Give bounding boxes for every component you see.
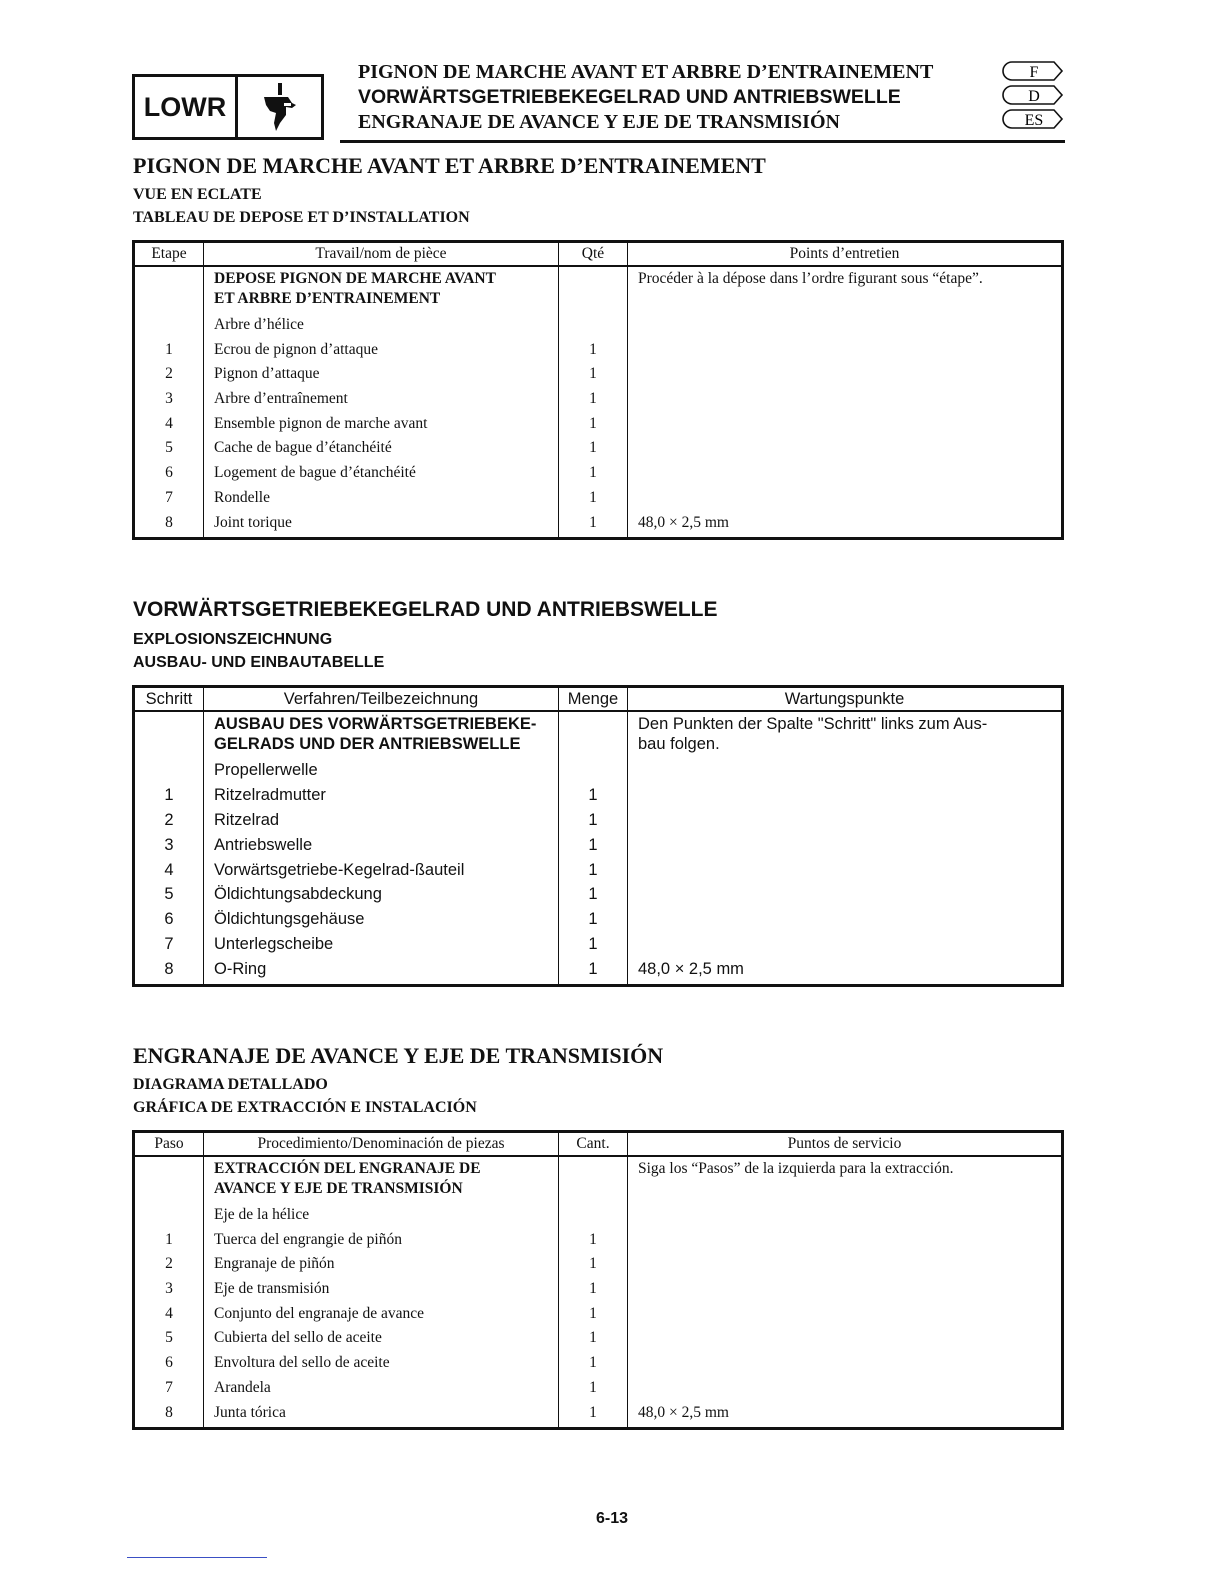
column-header: Schritt xyxy=(134,687,204,712)
table-row xyxy=(134,711,1063,760)
lang-badge-es xyxy=(1000,108,1064,130)
table-row: 6 Öldichtungsgehäuse 1 xyxy=(134,909,1063,934)
table-row: 5 Öldichtungsabdeckung 1 xyxy=(134,884,1063,909)
pre-item: Arbre d’hélice xyxy=(204,315,559,340)
table-row: 5 Cache de bague d’étanchéité 1 xyxy=(134,438,1063,463)
header-title-es: ENGRANAJE DE AVANCE Y EJE DE TRANSMISIÓN xyxy=(358,111,840,133)
header-titles xyxy=(358,60,998,135)
table-row xyxy=(134,1156,1063,1205)
parts-table-es xyxy=(132,1130,1064,1430)
table-row: 2 Ritzelrad 1 xyxy=(134,810,1063,835)
table-row: 5 Cubierta del sello de aceite 1 xyxy=(134,1328,1063,1353)
column-header: Wartungspunkte xyxy=(628,687,1063,712)
header-title-fr: PIGNON DE MARCHE AVANT ET ARBRE D’ENTRAINEMENT xyxy=(358,61,934,83)
section-sub2-de: AUSBAU- UND EINBAUTABELLE xyxy=(133,654,385,671)
table-row: 1 Ritzelradmutter 1 xyxy=(134,785,1063,810)
column-header: Cant. xyxy=(559,1132,628,1157)
section-title-fr: PIGNON DE MARCHE AVANT ET ARBRE D’ENTRAINEMENT xyxy=(133,153,766,178)
table-row: 8 O-Ring 1 48,0 × 2,5 mm xyxy=(134,959,1063,985)
section-title-es: ENGRANAJE DE AVANCE Y EJE DE TRANSMISIÓN xyxy=(133,1043,664,1068)
column-header: Verfahren/Teilbezeichnung xyxy=(204,687,559,712)
procedure-note: Procéder à la dépose dans l’ordre figurant sous “étape”. xyxy=(628,266,1063,315)
column-header: Qté xyxy=(559,242,628,267)
section-code: LOWR xyxy=(135,77,238,137)
column-header: Puntos de servicio xyxy=(628,1132,1063,1157)
procedure-heading: ET ARBRE D’ENTRAINEMENT xyxy=(214,290,441,307)
procedure-heading: EXTRACCIÓN DEL ENGRANAJE DE xyxy=(214,1160,481,1177)
table-row: 2 Engranaje de piñón 1 xyxy=(134,1254,1063,1279)
table-row xyxy=(134,315,1063,340)
section-sub1-fr: VUE EN ECLATE xyxy=(133,186,262,203)
header-divider xyxy=(340,140,1065,143)
section-title-de: VORWÄRTSGETRIEBEKEGELRAD UND ANTRIEBSWELLE xyxy=(133,598,718,621)
table-row xyxy=(134,266,1063,315)
table-row: 7 Arandela 1 xyxy=(134,1378,1063,1403)
table-row xyxy=(134,1205,1063,1230)
section-sub2-es: GRÁFICA DE EXTRACCIÓN E INSTALACIÓN xyxy=(133,1099,477,1116)
parts-table-de xyxy=(132,685,1064,987)
section-sub1-es: DIAGRAMA DETALLADO xyxy=(133,1076,328,1093)
column-header: Etape xyxy=(134,242,204,267)
column-header: Points d’entretien xyxy=(628,242,1063,267)
table-row: 1 Tuerca del engrangie de piñón 1 xyxy=(134,1230,1063,1255)
procedure-note: bau folgen. xyxy=(638,735,720,753)
table-row: 3 Antriebswelle 1 xyxy=(134,835,1063,860)
column-header: Menge xyxy=(559,687,628,712)
svg-text:D: D xyxy=(1028,88,1040,105)
pre-item: Propellerwelle xyxy=(204,760,559,785)
table-row: 1 Ecrou de pignon d’attaque 1 xyxy=(134,340,1063,365)
procedure-heading: DEPOSE PIGNON DE MARCHE AVANT xyxy=(214,270,496,287)
lang-badge-d xyxy=(1000,84,1064,106)
header-title-de: VORWÄRTSGETRIEBEKEGELRAD UND ANTRIEBSWELLE xyxy=(358,86,901,108)
section-sub1-de: EXPLOSIONSZEICHNUNG xyxy=(133,631,333,648)
column-header: Procedimiento/Denominación de piezas xyxy=(204,1132,559,1157)
lang-badge-f xyxy=(1000,60,1064,82)
procedure-heading: AUSBAU DES VORWÄRTSGETRIEBEKE- xyxy=(214,715,537,733)
table-row: 8 Joint torique 1 48,0 × 2,5 mm xyxy=(134,513,1063,539)
table-row xyxy=(134,760,1063,785)
procedure-heading: AVANCE Y EJE DE TRANSMISIÓN xyxy=(214,1180,463,1197)
table-row: 8 Junta tórica 1 48,0 × 2,5 mm xyxy=(134,1403,1063,1429)
procedure-note: Siga los “Pasos” de la izquierda para la extracción. xyxy=(628,1156,1063,1205)
column-header: Travail/nom de pièce xyxy=(204,242,559,267)
section-sub2-fr: TABLEAU DE DEPOSE ET D’INSTALLATION xyxy=(133,209,470,226)
table-row: 3 Arbre d’entraînement 1 xyxy=(134,389,1063,414)
column-header: Paso xyxy=(134,1132,204,1157)
table-row: 6 Envoltura del sello de aceite 1 xyxy=(134,1353,1063,1378)
propeller-hand-icon xyxy=(238,77,321,137)
svg-text:F: F xyxy=(1029,64,1039,81)
table-row: 4 Vorwärtsgetriebe-Kegelrad-ßauteil 1 xyxy=(134,860,1063,885)
table-row: 7 Rondelle 1 xyxy=(134,488,1063,513)
pre-item: Eje de la hélice xyxy=(204,1205,559,1230)
page-number: 6-13 xyxy=(595,1510,629,1527)
language-badges xyxy=(1000,60,1065,132)
table-row: 7 Unterlegscheibe 1 xyxy=(134,934,1063,959)
table-row: 4 Conjunto del engranaje de avance 1 xyxy=(134,1304,1063,1329)
footer-line xyxy=(127,1557,267,1558)
parts-table-fr xyxy=(132,240,1064,540)
table-row: 6 Logement de bague d’étanchéité 1 xyxy=(134,463,1063,488)
table-row: 4 Ensemble pignon de marche avant 1 xyxy=(134,414,1063,439)
section-tag xyxy=(132,74,324,140)
procedure-note: Den Punkten der Spalte "Schritt" links zum Aus- xyxy=(638,715,988,733)
procedure-heading: GELRADS UND DER ANTRIEBSWELLE xyxy=(214,735,521,753)
table-row: 2 Pignon d’attaque 1 xyxy=(134,364,1063,389)
svg-text:ES: ES xyxy=(1024,112,1044,129)
table-row: 3 Eje de transmisión 1 xyxy=(134,1279,1063,1304)
